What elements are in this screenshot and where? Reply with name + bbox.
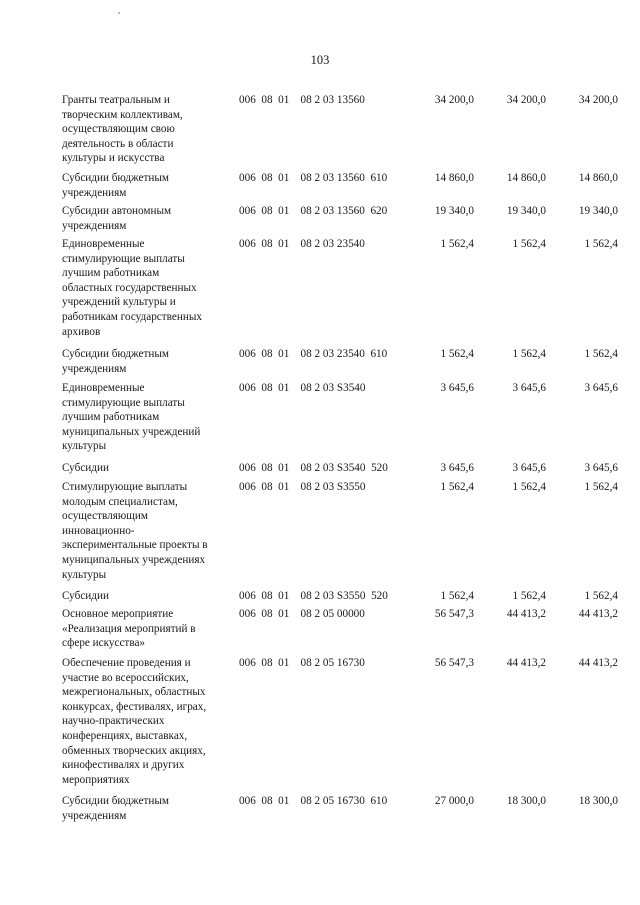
row-value-year-1: 56 547,3 (434, 657, 474, 669)
row-value-year-3: 18 300,0 (578, 795, 618, 807)
row-description: Субсидии бюджетным учреждениям (62, 348, 169, 375)
row-budget-code: 006 08 01 08 2 05 00000 (239, 608, 365, 620)
row-value-year-1: 19 340,0 (434, 205, 474, 217)
row-description: Основное мероприятие «Реализация мероприятий в сфере искусства» (62, 608, 196, 650)
row-value-year-1: 34 200,0 (434, 94, 474, 106)
row-value-year-2: 3 645,6 (512, 382, 546, 394)
row-value-year-3: 3 645,6 (584, 382, 618, 394)
row-budget-code: 006 08 01 08 2 03 S3550 520 (239, 590, 388, 602)
row-description: Субсидии бюджетным учреждениям (62, 172, 169, 199)
row-value-year-1: 1 562,4 (440, 348, 474, 360)
row-value-year-3: 1 562,4 (584, 348, 618, 360)
row-value-year-3: 34 200,0 (578, 94, 618, 106)
row-value-year-3: 44 413,2 (578, 608, 618, 620)
row-value-year-2: 1 562,4 (512, 481, 546, 493)
row-description: Субсидии (62, 462, 109, 474)
row-description: Единовременные стимулирующие выплаты лучшим работникам областных государственных учреждений культуры и работникам государственных архивов (62, 238, 202, 338)
row-value-year-3: 1 562,4 (584, 238, 618, 250)
row-value-year-1: 14 860,0 (434, 172, 474, 184)
row-value-year-3: 14 860,0 (578, 172, 618, 184)
row-budget-code: 006 08 01 08 2 03 S3550 (239, 481, 366, 493)
row-description: Субсидии бюджетным учреждениям (62, 795, 169, 822)
row-budget-code: 006 08 01 08 2 05 16730 (239, 657, 365, 669)
row-value-year-1: 1 562,4 (440, 590, 474, 602)
row-budget-code: 006 08 01 08 2 03 23540 610 (239, 348, 388, 360)
row-value-year-2: 44 413,2 (506, 657, 546, 669)
row-value-year-2: 34 200,0 (506, 94, 546, 106)
row-value-year-2: 1 562,4 (512, 348, 546, 360)
row-value-year-3: 1 562,4 (584, 481, 618, 493)
row-description: Субсидии (62, 590, 109, 602)
row-value-year-2: 44 413,2 (506, 608, 546, 620)
row-value-year-2: 1 562,4 (512, 238, 546, 250)
row-description: Обеспечение проведения и участие во всероссийских, межрегиональных, областных конкурсах, фестивалях, играх, научно-практических конференциях, выставках, обменных творческих акциях, кинофестивалях и других мероприятиях (62, 657, 207, 786)
row-budget-code: 006 08 01 08 2 03 23540 (239, 238, 365, 250)
row-value-year-2: 1 562,4 (512, 590, 546, 602)
scan-speck (118, 12, 120, 14)
row-value-year-3: 3 645,6 (584, 462, 618, 474)
row-budget-code: 006 08 01 08 2 05 16730 610 (239, 795, 388, 807)
row-budget-code: 006 08 01 08 2 03 13560 (239, 94, 365, 106)
row-value-year-3: 44 413,2 (578, 657, 618, 669)
row-value-year-2: 18 300,0 (506, 795, 546, 807)
row-value-year-1: 3 645,6 (440, 462, 474, 474)
row-value-year-1: 1 562,4 (440, 238, 474, 250)
row-value-year-2: 19 340,0 (506, 205, 546, 217)
row-value-year-1: 1 562,4 (440, 481, 474, 493)
row-description: Субсидии автономным учреждениям (62, 205, 172, 232)
row-budget-code: 006 08 01 08 2 03 S3540 520 (239, 462, 388, 474)
row-budget-code: 006 08 01 08 2 03 S3540 (239, 382, 366, 394)
row-value-year-3: 19 340,0 (578, 205, 618, 217)
row-description: Единовременные стимулирующие выплаты лучшим работникам муниципальных учреждений культуры (62, 382, 201, 453)
row-budget-code: 006 08 01 08 2 03 13560 620 (239, 205, 388, 217)
row-value-year-3: 1 562,4 (584, 590, 618, 602)
row-value-year-1: 27 000,0 (434, 795, 474, 807)
row-value-year-1: 56 547,3 (434, 608, 474, 620)
row-value-year-2: 3 645,6 (512, 462, 546, 474)
row-budget-code: 006 08 01 08 2 03 13560 610 (239, 172, 388, 184)
row-value-year-2: 14 860,0 (506, 172, 546, 184)
row-description: Стимулирующие выплаты молодым специалистам, осуществляющим инновационно- экспериментальные проекты в муниципальных учреждениях культуры (62, 481, 208, 581)
row-value-year-1: 3 645,6 (440, 382, 474, 394)
row-description: Гранты театральным и творческим коллективам, осуществляющим свою деятельность в области культуры и искусства (62, 94, 183, 165)
page-number: 103 (310, 53, 330, 67)
